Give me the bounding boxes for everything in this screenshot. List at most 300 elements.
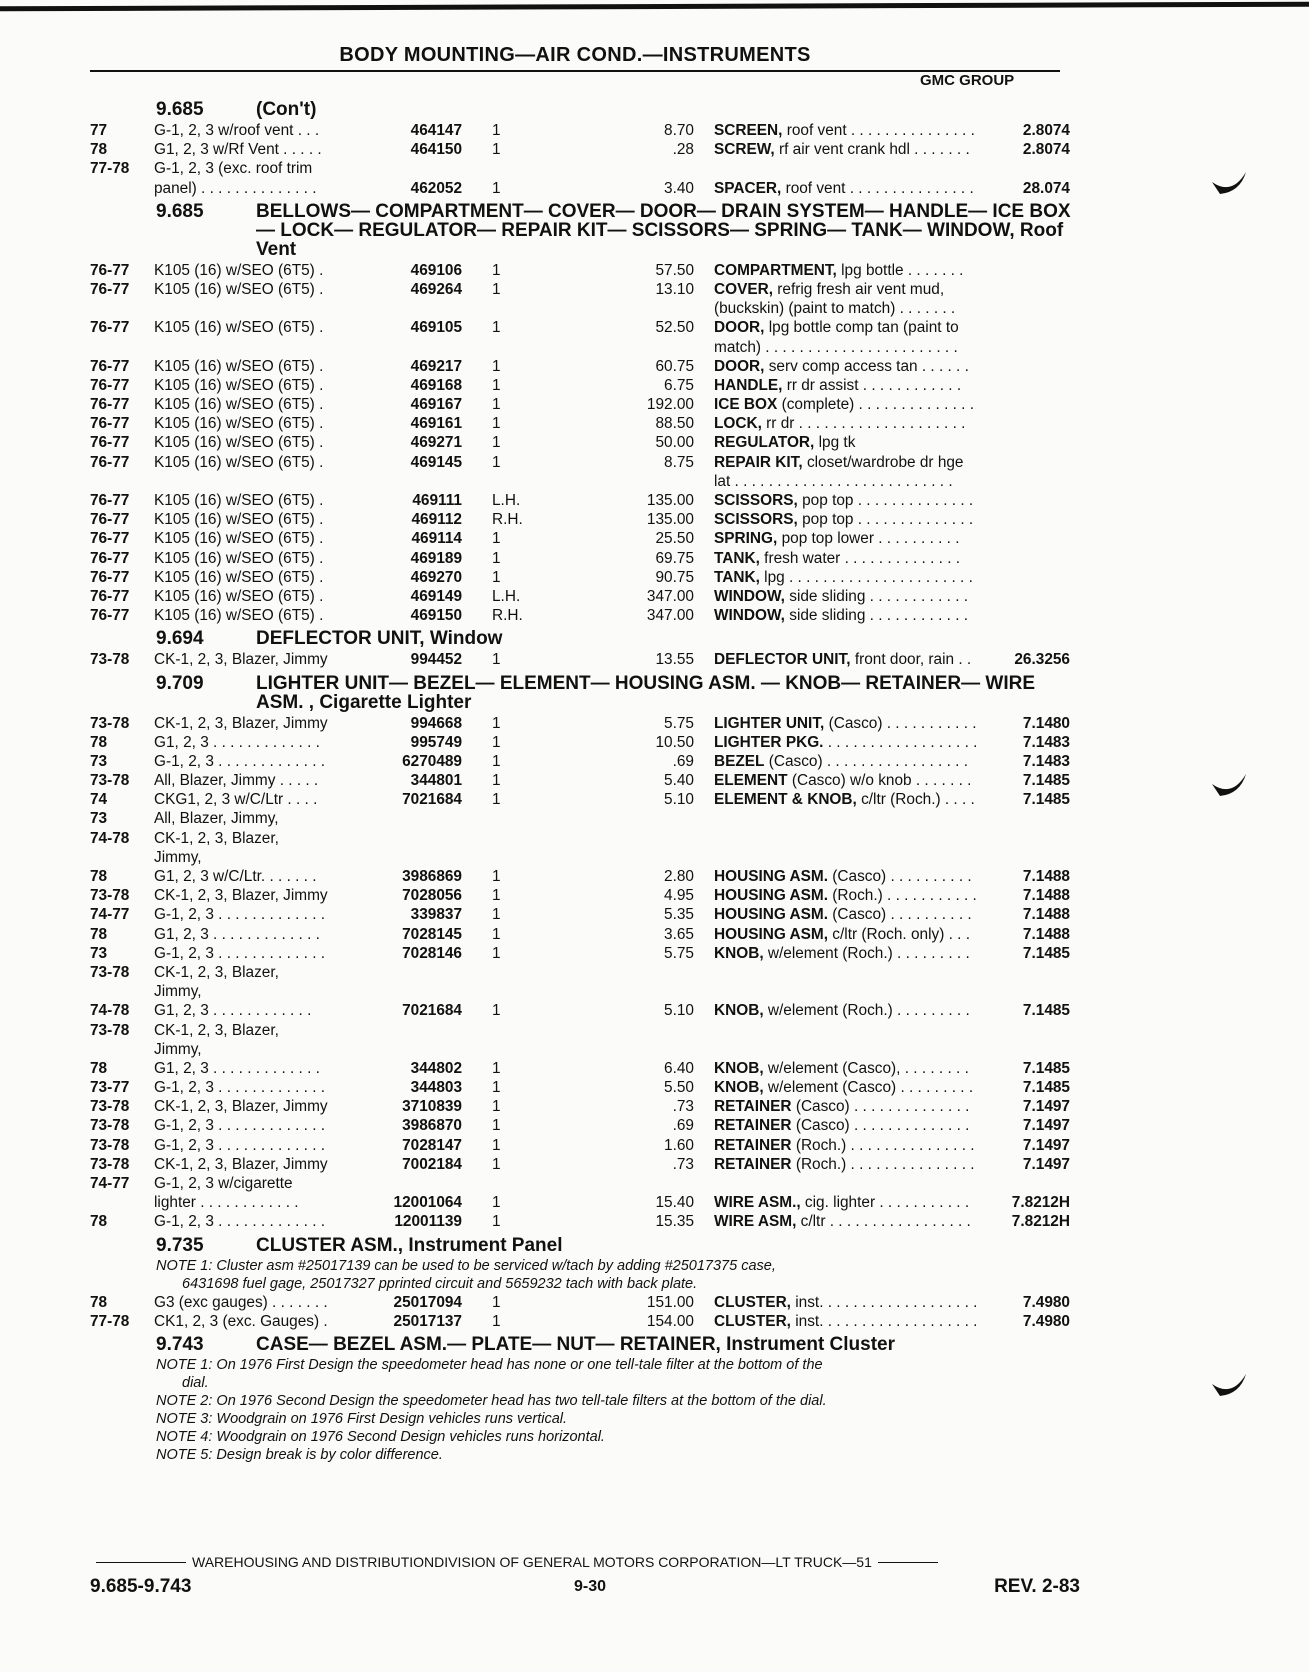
part-name: HOUSING ASM.: [714, 906, 829, 924]
part-row: [90, 886, 1080, 905]
list-price: 4.95: [664, 887, 694, 905]
part-row: [90, 650, 1080, 669]
part-number: 344802: [410, 1059, 462, 1077]
application: K105 (16) w/SEO (6T5) .: [154, 319, 324, 337]
part-row: [90, 159, 1080, 178]
part-row: [90, 318, 1080, 337]
model-year: 74-78: [90, 829, 130, 847]
part-row: [90, 179, 1080, 198]
part-number: 3986869: [402, 868, 462, 885]
part-detail: closet/wardrobe dr hge: [806, 453, 964, 471]
application: K105 (16) w/SEO (6T5) .: [154, 530, 324, 548]
part-name: SCREW,: [714, 141, 775, 159]
part-detail: lat . . . . . . . . . . . . . . . . . . . . . . . . . .: [714, 472, 953, 490]
quantity: 1: [492, 434, 501, 452]
model-year: 76-77: [90, 319, 130, 337]
list-price: 90.75: [655, 568, 694, 586]
model-year: 76-77: [90, 280, 130, 298]
application: panel) . . . . . . . . . . . . . .: [154, 179, 317, 197]
part-name: WINDOW,: [714, 587, 785, 605]
list-price: .69: [672, 1117, 694, 1135]
quantity: 1: [492, 415, 501, 433]
section-note: [90, 1446, 1080, 1464]
part-name: RETAINER: [714, 1155, 792, 1173]
application: G1, 2, 3 w/C/Ltr. . . . . . .: [154, 868, 317, 885]
part-row: [90, 1040, 1080, 1059]
part-number: 469150: [410, 607, 462, 625]
part-row: [90, 963, 1080, 982]
model-year: 76-77: [90, 376, 130, 394]
quantity: R.H.: [492, 511, 523, 529]
part-description: [714, 650, 971, 669]
part-number: 3986870: [402, 1117, 462, 1135]
section-heading: [90, 202, 1080, 259]
section-heading: [90, 674, 1080, 712]
part-name: SCISSORS,: [714, 511, 798, 529]
model-year: 78: [90, 925, 108, 943]
part-row: [90, 714, 1080, 733]
part-description: [714, 925, 970, 944]
top-border-rule: [0, 2, 1309, 12]
binder-hole-mark: [1210, 772, 1250, 802]
part-row: [90, 357, 1080, 376]
application: Jimmy,: [154, 983, 202, 1001]
part-row: [90, 338, 1080, 357]
part-name: RETAINER: [714, 1098, 792, 1116]
quantity: 1: [492, 1213, 501, 1231]
list-price: 10.50: [655, 733, 694, 751]
part-number: 469270: [410, 568, 462, 586]
application: Jimmy,: [154, 848, 202, 866]
part-name: LOCK,: [714, 415, 762, 433]
list-price: 13.55: [655, 651, 694, 669]
application: All, Blazer, Jimmy . . . . .: [154, 772, 319, 790]
quantity: 1: [492, 906, 501, 924]
part-description: [714, 944, 970, 963]
part-number: 469264: [410, 280, 462, 298]
model-year: 76-77: [90, 434, 130, 452]
part-name: DOOR,: [714, 357, 765, 375]
list-price: 6.40: [664, 1059, 694, 1077]
part-detail: c/ltr . . . . . . . . . . . . . . . . .: [800, 1213, 971, 1231]
part-name: KNOB,: [714, 944, 764, 962]
footer-rule-left: [96, 1562, 186, 1563]
part-number: 344803: [410, 1079, 462, 1097]
quantity: L.H.: [492, 492, 521, 509]
part-description: [714, 905, 972, 924]
section-title: DEFLECTOR UNIT, Window: [256, 628, 503, 650]
model-year: 76-77: [90, 549, 130, 567]
part-number: 3710839: [402, 1098, 462, 1116]
list-price: 135.00: [646, 492, 694, 509]
part-detail: w/element (Casco), . . . . . . . .: [767, 1059, 969, 1077]
part-detail: cig. lighter . . . . . . . . . . .: [804, 1194, 970, 1212]
application: G-1, 2, 3 . . . . . . . . . . . . .: [154, 1213, 326, 1231]
part-description: [714, 1155, 975, 1174]
gmc-group-number: 7.1485: [1022, 1079, 1070, 1097]
part-description: [714, 867, 972, 886]
part-description: [714, 453, 964, 472]
footer-section-range: 9.685-9.743: [90, 1576, 192, 1597]
gmc-group-number: 7.1485: [1022, 791, 1070, 809]
part-description: [714, 1212, 971, 1231]
application: CK-1, 2, 3, Blazer, Jimmy: [154, 1155, 328, 1173]
application: G1, 2, 3 . . . . . . . . . . . . .: [154, 1059, 320, 1077]
list-price: .73: [672, 1098, 694, 1116]
gmc-group-number: 7.1488: [1022, 925, 1070, 943]
part-number: 7002184: [402, 1155, 462, 1173]
application: G-1, 2, 3 w/cigarette: [154, 1175, 293, 1192]
part-detail: refrig fresh air vent mud,: [777, 280, 945, 298]
part-name: TANK,: [714, 549, 760, 567]
part-detail: lpg bottle comp tan (paint to: [768, 319, 959, 337]
model-year: 76-77: [90, 453, 130, 471]
part-description: [714, 299, 955, 318]
application: K105 (16) w/SEO (6T5) .: [154, 492, 324, 509]
part-detail: roof vent . . . . . . . . . . . . . . .: [785, 179, 974, 197]
part-number: 469167: [410, 396, 462, 414]
part-description: [714, 1136, 975, 1155]
list-price: .69: [672, 752, 694, 770]
quantity: 1: [492, 122, 501, 139]
list-price: 88.50: [655, 415, 694, 433]
part-name: KNOB,: [714, 1079, 764, 1097]
part-number: 7021684: [402, 791, 462, 809]
gmc-group-number: 7.1497: [1022, 1155, 1070, 1173]
note-text: dial.: [182, 1374, 209, 1391]
section-title: CASE— BEZEL ASM.— PLATE— NUT— RETAINER, Instrument Cluster: [256, 1333, 896, 1355]
part-number: 462052: [410, 179, 462, 197]
part-description: [714, 338, 958, 357]
part-detail: (Roch.) . . . . . . . . . . .: [832, 887, 977, 905]
list-price: 57.50: [655, 261, 694, 279]
gmc-group-number: 7.1497: [1022, 1136, 1070, 1154]
part-description: [714, 752, 968, 771]
quantity: 1: [492, 1155, 501, 1173]
part-name: SPACER,: [714, 179, 782, 197]
model-year: 73: [90, 944, 108, 962]
quantity: 1: [492, 1098, 501, 1116]
part-detail: side sliding . . . . . . . . . . . .: [789, 607, 969, 625]
part-row: [90, 790, 1080, 809]
section-number: 9.709: [156, 672, 204, 694]
part-row: [90, 809, 1080, 828]
gmc-group-number: 2.8074: [1022, 122, 1070, 139]
application: CK-1, 2, 3, Blazer,: [154, 829, 279, 847]
part-name: KNOB,: [714, 1059, 764, 1077]
list-price: 25.50: [655, 530, 694, 548]
model-year: 73: [90, 752, 108, 770]
list-price: 15.35: [655, 1213, 694, 1231]
part-detail: (Roch.) . . . . . . . . . . . . . . .: [795, 1155, 975, 1173]
section-note: [90, 1374, 1080, 1392]
application: K105 (16) w/SEO (6T5) .: [154, 396, 324, 414]
part-name: HANDLE,: [714, 376, 783, 394]
part-name: HOUSING ASM,: [714, 925, 829, 943]
list-price: .28: [672, 141, 694, 159]
part-name: HOUSING ASM.: [714, 887, 829, 905]
quantity: 1: [492, 1293, 501, 1311]
part-description: [714, 121, 975, 140]
model-year: 73-78: [90, 1155, 130, 1173]
quantity: 1: [492, 376, 501, 394]
part-name: SCISSORS,: [714, 492, 798, 509]
quantity: 1: [492, 453, 501, 471]
gmc-group-number: 7.1483: [1022, 733, 1070, 751]
part-description: [714, 510, 973, 529]
note-text: NOTE 4: Woodgrain on 1976 Second Design vehicles runs horizontal.: [156, 1428, 605, 1445]
application: K105 (16) w/SEO (6T5) .: [154, 453, 324, 471]
part-detail: (Roch.) . . . . . . . . . . . . . . .: [795, 1136, 975, 1154]
part-row: [90, 733, 1080, 752]
part-detail: inst. . . . . . . . . . . . . . . . . . .: [795, 1293, 978, 1311]
section-number: 9.694: [156, 628, 204, 650]
application: G-1, 2, 3 . . . . . . . . . . . . .: [154, 1079, 326, 1097]
application: K105 (16) w/SEO (6T5) .: [154, 607, 324, 625]
part-number: 469271: [410, 434, 462, 452]
part-description: [714, 395, 974, 414]
footer-page-number: 9-30: [573, 1578, 607, 1595]
gmc-group-number: 7.1483: [1022, 752, 1070, 770]
part-row: [90, 1193, 1080, 1212]
list-price: 5.75: [664, 714, 694, 732]
part-number: 469106: [410, 261, 462, 279]
part-detail: inst. . . . . . . . . . . . . . . . . . .: [795, 1312, 978, 1330]
part-detail: (Casco) . . . . . . . . . .: [832, 906, 972, 924]
part-detail: w/element (Roch.) . . . . . . . . .: [767, 944, 970, 962]
model-year: 77-78: [90, 1312, 130, 1330]
application: CK-1, 2, 3, Blazer,: [154, 1021, 279, 1039]
part-row: [90, 1021, 1080, 1040]
part-name: WINDOW,: [714, 607, 785, 625]
footer-revision: REV. 2-83: [994, 1576, 1080, 1597]
part-description: [714, 529, 960, 548]
list-price: 6.75: [664, 376, 694, 394]
part-detail: match) . . . . . . . . . . . . . . . . . . . . . . .: [714, 338, 958, 356]
part-row: [90, 1174, 1080, 1193]
note-text: NOTE 2: On 1976 Second Design the speedometer head has two tell-tale filters at the bottom of the dial.: [156, 1392, 827, 1409]
application: G1, 2, 3 . . . . . . . . . . . . .: [154, 733, 320, 751]
list-price: 2.80: [664, 868, 694, 885]
note-text: NOTE 1: On 1976 First Design the speedometer head has none or one tell-tale filter at the bottom of the: [156, 1356, 823, 1373]
quantity: 1: [492, 549, 501, 567]
part-description: [714, 140, 970, 159]
part-number: 7028145: [402, 925, 462, 943]
list-price: 8.70: [664, 122, 694, 139]
binder-hole-mark: [1210, 1372, 1250, 1402]
model-year: 78: [90, 141, 108, 159]
quantity: 1: [492, 280, 501, 298]
gmc-group-number: 7.1485: [1022, 772, 1070, 790]
gmc-group-number: 7.8212H: [1011, 1194, 1070, 1212]
model-year: 74: [90, 791, 108, 809]
list-price: 52.50: [655, 319, 694, 337]
model-year: 73-78: [90, 714, 130, 732]
part-detail: rr dr assist . . . . . . . . . . . .: [786, 376, 962, 394]
gmc-group-number: 7.1488: [1022, 887, 1070, 905]
application: K105 (16) w/SEO (6T5) .: [154, 261, 324, 279]
quantity: 1: [492, 1002, 501, 1020]
part-row: [90, 414, 1080, 433]
application: G-1, 2, 3 . . . . . . . . . . . . .: [154, 752, 326, 770]
part-number: 469145: [410, 453, 462, 471]
application: CK-1, 2, 3, Blazer, Jimmy: [154, 1098, 328, 1116]
part-detail: pop top lower . . . . . . . . . .: [781, 530, 960, 548]
quantity: 1: [492, 568, 501, 586]
part-row: [90, 867, 1080, 886]
part-row: [90, 395, 1080, 414]
part-row: [90, 982, 1080, 1001]
application: G1, 2, 3 . . . . . . . . . . . . .: [154, 925, 320, 943]
part-name: REGULATOR,: [714, 434, 815, 452]
part-row: [90, 905, 1080, 924]
list-price: 13.10: [655, 280, 694, 298]
application: CK1, 2, 3 (exc. Gauges) .: [154, 1312, 328, 1330]
application: K105 (16) w/SEO (6T5) .: [154, 511, 324, 529]
model-year: 76-77: [90, 396, 130, 414]
gmc-group-number: 7.1488: [1022, 868, 1070, 885]
part-name: BEZEL: [714, 752, 765, 770]
list-price: 154.00: [646, 1312, 694, 1330]
part-detail: (buckskin) (paint to match) . . . . . . .: [714, 300, 956, 318]
gmc-group-number: 7.1480: [1022, 714, 1070, 732]
part-description: [714, 1097, 969, 1116]
list-price: 3.65: [664, 925, 694, 943]
model-year: 76-77: [90, 357, 130, 375]
part-description: [714, 1078, 973, 1097]
gmc-group-number: 7.4980: [1022, 1312, 1070, 1330]
note-text: NOTE 5: Design break is by color difference.: [156, 1446, 443, 1463]
section-title: (Con't): [256, 99, 317, 120]
list-price: 151.00: [646, 1293, 694, 1311]
part-description: [714, 606, 968, 625]
part-detail: pop top . . . . . . . . . . . . . .: [802, 511, 974, 529]
note-text: NOTE 3: Woodgrain on 1976 First Design vehicles runs vertical.: [156, 1410, 568, 1427]
part-description: [714, 179, 974, 198]
quantity: 1: [492, 772, 501, 790]
part-description: [714, 357, 969, 376]
quantity: 1: [492, 1312, 501, 1330]
model-year: 73-78: [90, 1117, 130, 1135]
application: G1, 2, 3 . . . . . . . . . . . .: [154, 1002, 312, 1020]
quantity: 1: [492, 733, 501, 751]
part-number: 464147: [410, 122, 462, 139]
part-description: [714, 733, 977, 752]
model-year: 74-77: [90, 1175, 130, 1192]
application: K105 (16) w/SEO (6T5) .: [154, 568, 324, 586]
part-row: [90, 376, 1080, 395]
list-price: 135.00: [646, 511, 694, 529]
application: Jimmy,: [154, 1040, 202, 1058]
application: CK-1, 2, 3, Blazer, Jimmy: [154, 651, 328, 669]
list-price: 5.10: [664, 791, 694, 809]
quantity: 1: [492, 1136, 501, 1154]
part-name: DEFLECTOR UNIT,: [714, 651, 851, 669]
model-year: 76-77: [90, 511, 130, 529]
model-year: 73-78: [90, 963, 130, 981]
application: G1, 2, 3 w/Rf Vent . . . . .: [154, 141, 322, 159]
part-row: [90, 1312, 1080, 1331]
quantity: 1: [492, 141, 501, 159]
part-detail: (complete) . . . . . . . . . . . . . .: [781, 396, 975, 414]
application: K105 (16) w/SEO (6T5) .: [154, 376, 324, 394]
list-price: .73: [672, 1155, 694, 1173]
part-row: [90, 510, 1080, 529]
model-year: 78: [90, 1293, 108, 1311]
model-year: 73-78: [90, 772, 130, 790]
part-number: 994452: [410, 651, 462, 669]
part-row: [90, 587, 1080, 606]
part-number: 469168: [410, 376, 462, 394]
gmc-group-number: 7.4980: [1022, 1293, 1070, 1311]
application: lighter . . . . . . . . . . . .: [154, 1194, 299, 1212]
quantity: L.H.: [492, 587, 521, 605]
list-price: 192.00: [646, 396, 694, 414]
part-row: [90, 472, 1080, 491]
part-detail: w/element (Roch.) . . . . . . . . .: [767, 1002, 970, 1020]
gmc-group-number: 7.1485: [1022, 944, 1070, 962]
part-name: DOOR,: [714, 319, 765, 337]
part-number: 469105: [410, 319, 462, 337]
part-number: 7028056: [402, 887, 462, 905]
part-number: 7028147: [402, 1136, 462, 1154]
part-row: [90, 1293, 1080, 1312]
list-price: 5.75: [664, 944, 694, 962]
list-price: 5.40: [664, 772, 694, 790]
part-name: SPRING,: [714, 530, 778, 548]
group-column-label: GMC GROUP: [920, 72, 1015, 89]
part-row: [90, 568, 1080, 587]
part-row: [90, 433, 1080, 452]
part-detail: roof vent . . . . . . . . . . . . . . .: [786, 122, 975, 139]
part-row: [90, 925, 1080, 944]
list-price: 5.50: [664, 1079, 694, 1097]
application: CK-1, 2, 3, Blazer, Jimmy: [154, 714, 328, 732]
part-number: 469189: [410, 549, 462, 567]
application: G-1, 2, 3 . . . . . . . . . . . . .: [154, 906, 326, 924]
part-description: [714, 1116, 969, 1135]
quantity: 1: [492, 944, 501, 962]
application: K105 (16) w/SEO (6T5) .: [154, 357, 324, 375]
part-number: 469114: [411, 530, 462, 548]
application: G-1, 2, 3 . . . . . . . . . . . . .: [154, 1117, 326, 1135]
application: All, Blazer, Jimmy,: [154, 810, 279, 828]
part-detail: lpg bottle . . . . . . .: [841, 261, 964, 279]
list-price: 347.00: [646, 607, 694, 625]
gmc-group-number: 7.8212H: [1011, 1213, 1070, 1231]
application: K105 (16) w/SEO (6T5) .: [154, 549, 324, 567]
part-row: [90, 752, 1080, 771]
part-description: [714, 376, 961, 395]
part-description: [714, 714, 977, 733]
part-number: 994668: [410, 714, 462, 732]
list-price: 5.10: [664, 1002, 694, 1020]
application: G3 (exc gauges) . . . . . . .: [154, 1293, 328, 1311]
part-number: 7021684: [402, 1002, 462, 1020]
section-note: [90, 1257, 1080, 1275]
quantity: 1: [492, 319, 501, 337]
part-number: 469217: [410, 357, 462, 375]
list-price: 50.00: [655, 434, 694, 452]
model-year: 78: [90, 1059, 108, 1077]
model-year: 73-77: [90, 1079, 130, 1097]
part-row: [90, 1059, 1080, 1078]
part-row: [90, 829, 1080, 848]
list-price: 3.40: [664, 179, 694, 197]
part-number: 344801: [410, 772, 462, 790]
part-number: 25017137: [393, 1312, 462, 1330]
gmc-group-number: 7.1497: [1022, 1098, 1070, 1116]
